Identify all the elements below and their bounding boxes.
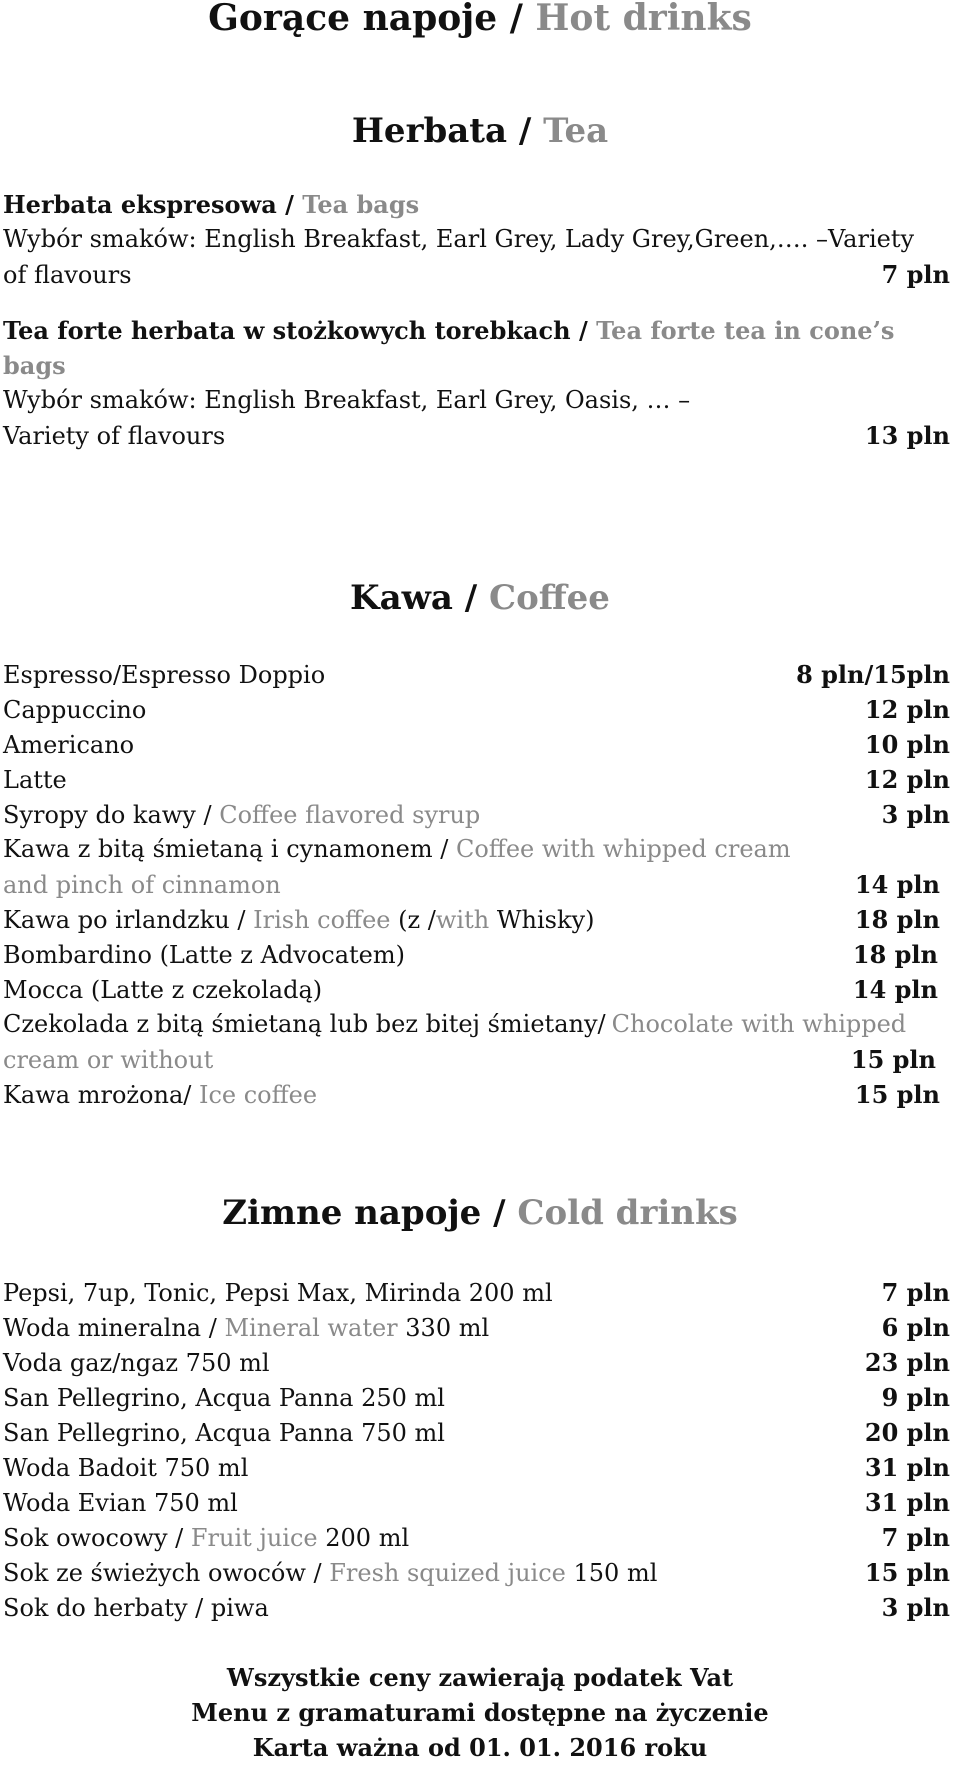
item-name: Cappuccino (3, 696, 147, 724)
item-price-row (3, 257, 950, 292)
menu-row (3, 1450, 950, 1485)
menu-row (3, 1345, 950, 1380)
item-price: 14 pln (854, 870, 940, 899)
footer-menu-note: Menu z gramaturami dostępne na życzenie (191, 1698, 769, 1727)
title-polish: Gorące napoje / (208, 0, 523, 39)
item-description: Wybór smaków: English Breakfast, Earl Grey, Oasis, … – (3, 386, 691, 414)
item-name: Espresso/Espresso Doppio (3, 661, 326, 689)
item-name (3, 1521, 409, 1556)
item-name-part: (z / (398, 906, 436, 934)
item-price: 3 pln (881, 1593, 950, 1622)
section-title-english: Tea (543, 111, 609, 151)
item-price: 3 pln (881, 800, 950, 829)
item-price: 13 pln (864, 421, 950, 450)
item-price: 18 pln (854, 905, 940, 934)
menu-row (3, 762, 950, 797)
item-price: 14 pln (852, 975, 938, 1004)
item-name-english: Irish coffee (253, 906, 391, 934)
item-price: 15 pln (864, 1558, 950, 1587)
menu-row (3, 1042, 950, 1077)
menu-row-ice-coffee (3, 1077, 950, 1112)
menu-row-chocolate (3, 1007, 950, 1042)
menu-row (3, 867, 950, 902)
menu-row (3, 692, 950, 727)
item-name: Woda Badoit 750 ml (3, 1454, 249, 1482)
item-price: 7 pln (881, 1523, 950, 1552)
item-name-polish: Tea forte herbata w stożkowych torebkach / (3, 316, 588, 345)
coffee-list (3, 657, 950, 1112)
item-price: 23 pln (864, 1348, 950, 1377)
menu-row (3, 972, 950, 1007)
item-price: 20 pln (864, 1418, 950, 1447)
item-name-polish: Kawa z bitą śmietaną i cynamonem / (3, 835, 449, 863)
item-price: 12 pln (864, 695, 950, 724)
section-title-cold-drinks (0, 1190, 960, 1236)
menu-row (3, 937, 950, 972)
item-price: 15 pln (854, 1080, 940, 1109)
menu-row (3, 797, 950, 832)
item-name (3, 903, 594, 938)
menu-row (3, 1555, 950, 1590)
section-title-english: Cold drinks (517, 1193, 738, 1233)
section-title-english: Coffee (489, 578, 610, 618)
menu-row (3, 1415, 950, 1450)
item-price: 31 pln (864, 1453, 950, 1482)
item-name-polish: Czekolada z bitą śmietaną lub bez bitej śmietany/ (3, 1010, 606, 1038)
item-name (3, 798, 480, 833)
item-price: 31 pln (864, 1488, 950, 1517)
section-title-tea (0, 108, 960, 154)
item-description: Wybór smaków: English Breakfast, Earl Grey, Lady Grey,Green,…. –Variety (3, 225, 915, 253)
item-name (3, 187, 950, 222)
item-price: 6 pln (881, 1313, 950, 1342)
item-name: Voda gaz/ngaz 750 ml (3, 1349, 270, 1377)
item-price: 9 pln (881, 1383, 950, 1412)
cold-drinks-list (3, 1275, 950, 1625)
item-description-cont: Variety of flavours (3, 422, 226, 450)
item-description-cont: of flavours (3, 261, 132, 289)
section-title-polish: Herbata / (351, 111, 532, 151)
item-price-row (3, 418, 950, 453)
tea-item-tea-bags (3, 187, 950, 292)
item-price: 10 pln (864, 730, 950, 759)
item-price: 15 pln (850, 1045, 936, 1074)
section-title-polish: Kawa / (350, 578, 478, 618)
item-price: 18 pln (852, 940, 938, 969)
menu-row (3, 727, 950, 762)
item-name-polish: Herbata ekspresowa / (3, 190, 294, 219)
menu-row (3, 1590, 950, 1625)
tea-item-tea-forte (3, 313, 950, 453)
item-name: Bombardino (Latte z Advocatem) (3, 941, 405, 969)
item-name-english-cont: and pinch of cinnamon (3, 871, 281, 899)
item-name-polish: Kawa po irlandzku / (3, 906, 246, 934)
item-name: San Pellegrino, Acqua Panna 250 ml (3, 1384, 445, 1412)
item-name-english-cont: cream or without (3, 1046, 214, 1074)
item-name-english: Mineral water (224, 1314, 398, 1342)
menu-row (3, 1485, 950, 1520)
item-price: 7 pln (881, 1278, 950, 1307)
item-name-polish: Woda mineralna / (3, 1314, 217, 1342)
item-name-polish: Sok ze świeżych owoców / (3, 1559, 322, 1587)
item-name-english: Fruit juice (190, 1524, 318, 1552)
item-name (3, 1078, 317, 1113)
item-price: 8 pln/15pln (796, 660, 950, 689)
page-title (0, 0, 960, 42)
item-name-english-with: with (435, 906, 490, 934)
item-name-english: Tea bags (302, 190, 420, 219)
menu-row (3, 1275, 950, 1310)
item-name-english: Chocolate with whipped (611, 1010, 907, 1038)
footer-vat-note: Wszystkie ceny zawierają podatek Vat (226, 1663, 734, 1692)
menu-row (3, 1380, 950, 1415)
item-volume: 200 ml (325, 1524, 410, 1552)
menu-row (3, 1310, 950, 1345)
item-name-polish: Syropy do kawy / (3, 801, 212, 829)
item-name: Americano (3, 731, 135, 759)
section-title-polish: Zimne napoje / (222, 1193, 506, 1233)
item-name-english: Ice coffee (198, 1081, 318, 1109)
section-title-coffee (0, 575, 960, 621)
title-english: Hot drinks (535, 0, 752, 39)
footer-validity-note: Karta ważna od 01. 01. 2016 roku (252, 1733, 708, 1762)
item-name-polish: Sok owocowy / (3, 1524, 184, 1552)
item-name-english: Coffee with whipped cream (455, 835, 791, 863)
item-name-english-cont: bags (3, 351, 66, 380)
item-name-english: Coffee flavored syrup (219, 801, 481, 829)
item-price: 7 pln (881, 260, 950, 289)
item-name: Latte (3, 766, 67, 794)
item-name: Mocca (Latte z czekoladą) (3, 976, 323, 1004)
menu-row (3, 657, 950, 692)
item-name (3, 313, 950, 348)
footer-notes (0, 1660, 960, 1765)
item-name-english: Fresh squized juice (329, 1559, 566, 1587)
item-price: 12 pln (864, 765, 950, 794)
menu-row (3, 1520, 950, 1555)
menu-row-cinnamon (3, 832, 950, 867)
menu-row-irish (3, 902, 950, 937)
item-name (3, 1556, 657, 1591)
item-volume: 330 ml (405, 1314, 490, 1342)
item-name-tail: Whisky) (496, 906, 595, 934)
item-volume: 150 ml (573, 1559, 658, 1587)
item-name: Woda Evian 750 ml (3, 1489, 238, 1517)
item-name: San Pellegrino, Acqua Panna 750 ml (3, 1419, 445, 1447)
item-name: Sok do herbaty / piwa (3, 1594, 269, 1622)
item-name (3, 1311, 489, 1346)
item-name: Pepsi, 7up, Tonic, Pepsi Max, Mirinda 200 ml (3, 1279, 553, 1307)
item-name-polish: Kawa mrożona/ (3, 1081, 192, 1109)
item-name-english: Tea forte tea in cone’s (596, 316, 895, 345)
